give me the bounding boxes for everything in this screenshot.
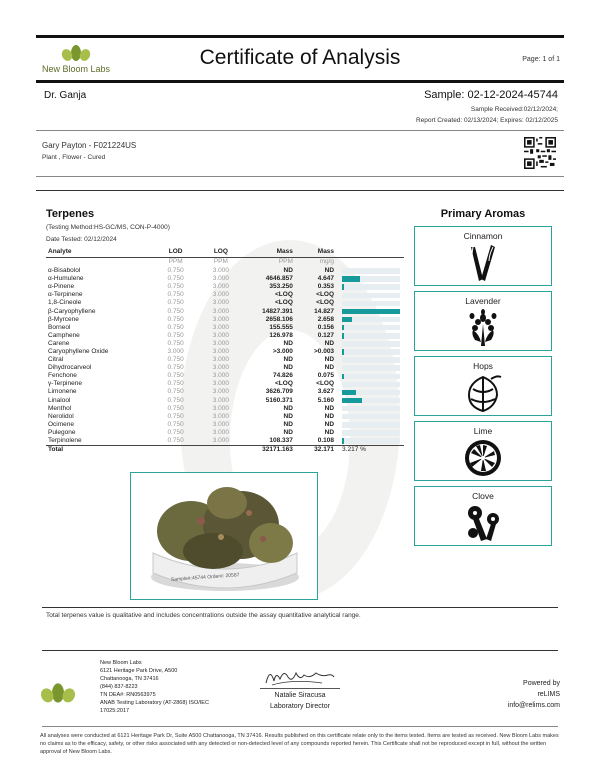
bar-cell [336,364,404,372]
col-lod: LOD [153,247,198,257]
address-line: (844) 837-8223 [100,684,138,690]
mass-ppm-cell: 14827.391 [262,307,293,315]
table-row [46,364,404,372]
sample-photo [130,472,318,600]
analyte-cell: β-Caryophyllene [48,307,96,315]
mass-ppm-cell: 155.555 [269,323,293,331]
clove-icon [461,503,505,543]
mass-ppm-cell: 108.337 [269,436,293,444]
address-line: Chattanooga, TN 37416 [100,676,159,682]
mass-mgg-cell: ND [324,364,335,372]
table-row [46,380,404,388]
table-row [46,388,404,396]
loq-cell: 3.000 [212,388,229,396]
concentration-bar [342,309,400,315]
lod-cell: 0.750 [167,380,184,388]
mass-ppm-cell: ND [283,267,293,275]
total-label: Total [46,445,153,454]
loq-cell: 3.000 [212,364,229,372]
lod-cell: 0.750 [167,315,184,323]
photo-label-text: Sample#:45744 Order#: 20587 [170,572,240,583]
qr-code-icon[interactable] [524,137,556,169]
bar-cell [336,340,404,348]
client-rule [36,130,564,131]
signature-image [262,665,338,689]
lod-cell: 0.750 [167,356,184,364]
table-row [46,356,404,364]
signer-name: Natalie Siracusa [274,692,326,699]
concentration-bar-track [342,390,400,396]
table-row [46,348,404,356]
table-row [46,397,404,405]
aroma-card-lavender [414,291,552,351]
table-row [46,275,404,283]
table-row [46,267,404,275]
concentration-bar [342,349,344,355]
mass-mgg-cell: 0.156 [317,323,335,331]
header-rule [36,80,564,83]
col-bar [336,247,404,257]
concentration-bar-track [342,365,400,371]
loq-cell: 3.000 [212,396,229,404]
report-dates: Report Created: 02/13/2024; Expires: 02/12/2025 [415,117,558,124]
concentration-bar [342,325,344,331]
unit-loq: PPM [213,258,228,266]
col-mass-mgg: Mass [295,247,336,257]
loq-cell: 3.000 [212,275,229,283]
concentration-bar-track [342,349,400,355]
mass-ppm-cell: 353.250 [269,283,293,291]
table-row [46,372,404,380]
concentration-bar-track [342,422,400,428]
bar-cell [336,356,404,364]
mass-mgg-cell: ND [324,267,335,275]
aroma-card-lime [414,421,552,481]
table-row [46,340,404,348]
loq-cell: 3.000 [212,267,229,275]
mass-ppm-cell: 74.826 [273,372,293,380]
lod-cell: 0.750 [167,283,184,291]
mass-mgg-cell: >0.003 [313,347,335,355]
analyte-cell: Limonene [48,388,77,396]
testing-method: (Testing Method:HS-GC/MS, CON-P-4000) [46,224,170,231]
mass-ppm-cell: 4646.857 [265,275,293,283]
address-line: TN DEA#: RN0563975 [100,692,156,698]
analyte-cell: Caryophyllene Oxide [48,347,109,355]
col-loq: LOQ [198,247,243,257]
mass-mgg-cell: ND [324,356,335,364]
lod-cell: 0.750 [167,275,184,283]
mass-mgg-cell: <LOQ [316,380,335,388]
concentration-bar [342,276,360,282]
mass-ppm-cell: ND [283,339,293,347]
mass-mgg-cell: 0.127 [317,331,335,339]
table-row [46,429,404,437]
lod-cell: 0.750 [167,307,184,315]
page-number: Page: 1 of 1 [522,56,560,63]
bar-cell [336,348,404,356]
lod-cell: 0.750 [167,396,184,404]
mass-ppm-cell: ND [283,412,293,420]
concentration-bar [342,317,352,323]
mass-mgg-cell: 5.160 [317,396,335,404]
concentration-bar-track [342,438,400,444]
concentration-bar-track [342,276,400,282]
mass-mgg-cell: 0.353 [317,283,335,291]
total-percent: 3.217 % [336,445,404,454]
analyte-cell: Borneol [48,323,71,331]
mass-mgg-cell: ND [324,412,335,420]
note-rule [42,607,558,608]
concentration-bar-track [342,325,400,331]
date-tested: Date Tested: 02/12/2024 [46,236,117,243]
analyte-cell: α-Terpinene [48,291,83,299]
bar-cell [336,275,404,283]
product-name: Gary Payton - F021224US [42,141,137,150]
sample-received: Sample Received:02/12/2024; [470,106,558,113]
loq-cell: 3.000 [212,436,229,444]
powered-by-name: reLIMS [537,691,560,698]
concentration-bar-track [342,333,400,339]
product-rule [36,176,564,177]
terpenes-note: Total terpenes value is qualitative and includes concentrations outside the assay quantitative analytical range. [46,612,361,619]
sample-id: Sample: 02-12-2024-45744 [424,89,558,101]
address-line: ANAB Testing Laboratory (AT-2868) ISO/IEC [100,700,209,706]
table-row [46,413,404,421]
mass-ppm-cell: 2658.106 [265,315,293,323]
concentration-bar-track [342,309,400,315]
aroma-card-cinnamon [414,226,552,286]
mass-ppm-cell: 3626.709 [265,388,293,396]
loq-cell: 3.000 [212,307,229,315]
bar-cell [336,405,404,413]
total-ppm: 32171.163 [243,445,294,454]
unit-mass-ppm: PPM [278,258,293,266]
disclaimer-rule [42,726,558,727]
concentration-bar [342,333,344,339]
table-row [46,332,404,340]
lod-cell: 0.750 [167,436,184,444]
bar-cell [336,429,404,437]
concentration-bar-track [342,382,400,388]
bar-cell [336,332,404,340]
concentration-bar-track [342,293,400,299]
mass-ppm-cell: ND [283,428,293,436]
bar-cell [336,397,404,405]
total-row [46,445,404,454]
powered-by-email[interactable]: info@relims.com [507,702,560,709]
bar-cell [336,388,404,396]
bar-cell [336,283,404,291]
analyte-cell: Terpinolene [48,436,82,444]
concentration-bar-track [342,268,400,274]
loq-cell: 3.000 [212,299,229,307]
concentration-bar [342,284,344,290]
lab-name: New Bloom Labs [41,64,111,74]
flower-sample-image [131,473,318,600]
mass-ppm-cell: <LOQ [275,299,293,307]
aromas-title: Primary Aromas [440,208,526,220]
analyte-cell: Menthol [48,404,72,412]
table-row [46,291,404,299]
mass-ppm-cell: >3.000 [272,347,293,355]
analyte-cell: Pulegone [48,428,76,436]
address-line: 6121 Heritage Park Drive, A500 [100,668,178,674]
col-mass-ppm: Mass [243,247,294,257]
table-row [46,405,404,413]
analyte-cell: α-Humulene [48,275,84,283]
signer-role: Laboratory Director [270,703,330,710]
bar-cell [336,372,404,380]
loq-cell: 3.000 [212,412,229,420]
unit-mass-mgg: mg/g [319,258,335,266]
table-row [46,324,404,332]
terpenes-table [46,247,404,454]
lod-cell: 0.750 [167,291,184,299]
bar-cell [336,421,404,429]
aroma-label: Lime [473,426,493,436]
loq-cell: 3.000 [212,356,229,364]
analyte-cell: Camphene [48,331,80,339]
analyte-cell: α-Bisabolol [48,267,81,275]
footer-logo [40,682,76,709]
address-line: 17025:2017 [100,708,130,714]
mass-ppm-cell: ND [283,364,293,372]
lod-cell: 0.750 [167,420,184,428]
mass-mgg-cell: 14.827 [314,307,335,315]
mass-ppm-cell: 5160.371 [265,396,293,404]
total-mgg: 32.171 [295,445,336,454]
loq-cell: 3.000 [212,420,229,428]
concentration-bar [342,398,362,404]
analyte-cell: Dihydrocarveol [48,364,92,372]
lod-cell: 0.750 [167,428,184,436]
address-line: New Bloom Labs [100,660,142,666]
lod-cell: 0.750 [167,299,184,307]
analyte-cell: Linalool [48,396,71,404]
analyte-cell: α-Pinene [48,283,75,291]
lod-cell: 0.750 [167,372,184,380]
bar-cell [336,437,404,446]
lod-cell: 0.750 [167,404,184,412]
table-row [46,307,404,315]
concentration-bar-track [342,357,400,363]
cinnamon-icon [461,243,505,283]
mass-mgg-cell: ND [324,404,335,412]
bar-cell [336,316,404,324]
analyte-cell: 1,8-Cineole [48,299,82,307]
mass-mgg-cell: 3.627 [317,388,335,396]
concentration-bar [342,374,344,380]
terpenes-title: Terpenes [46,208,95,220]
concentration-bar-track [342,284,400,290]
top-rule [36,35,564,38]
loq-cell: 3.000 [212,323,229,331]
loq-cell: 3.000 [212,372,229,380]
analyte-cell: β-Myrcene [48,315,79,323]
mass-mgg-cell: 0.075 [317,372,335,380]
table-row [46,421,404,429]
concentration-bar-track [342,301,400,307]
matrix-type: Plant , Flower - Cured [42,154,106,161]
table-row [46,437,404,446]
analyte-cell: Nerolidol [48,412,74,420]
lod-cell: 0.750 [167,267,184,275]
aroma-label: Cinnamon [463,231,503,241]
concentration-bar-track [342,406,400,412]
hops-icon [461,373,505,413]
bar-cell [336,380,404,388]
bar-cell [336,307,404,315]
table-row [46,316,404,324]
mass-mgg-cell: 4.647 [317,275,335,283]
mass-mgg-cell: ND [324,420,335,428]
page-title: Certificate of Analysis [199,46,401,69]
lab-address [100,659,209,715]
concentration-bar-track [342,374,400,380]
mass-ppm-cell: ND [283,356,293,364]
powered-by-label: Powered by [523,680,560,687]
lod-cell: 0.750 [167,388,184,396]
col-analyte: Analyte [46,247,153,257]
table-row [46,299,404,307]
lavender-icon [461,308,505,348]
lod-cell: 0.750 [167,364,184,372]
aroma-label: Lavender [465,296,501,306]
aroma-card-hops [414,356,552,416]
mass-ppm-cell: 126.978 [269,331,293,339]
loq-cell: 3.000 [212,380,229,388]
bar-cell [336,299,404,307]
mass-mgg-cell: 2.658 [317,315,335,323]
mass-mgg-cell: ND [324,339,335,347]
footer-rule [42,650,558,651]
powered-by-block [508,678,560,711]
unit-lod: PPM [168,258,183,266]
concentration-bar-track [342,430,400,436]
lod-cell: 0.750 [167,331,184,339]
analyte-cell: Citral [48,356,64,364]
lod-cell: 0.750 [167,323,184,331]
aroma-label: Clove [472,491,494,501]
lod-cell: 3.000 [167,347,184,355]
mass-mgg-cell: 0.108 [317,436,335,444]
mass-ppm-cell: <LOQ [275,291,293,299]
analyte-cell: Fenchone [48,372,77,380]
analyte-cell: Carene [48,339,70,347]
table-row [46,283,404,291]
concentration-bar [342,390,356,396]
aroma-card-clove [414,486,552,546]
loq-cell: 3.000 [212,291,229,299]
lod-cell: 0.750 [167,339,184,347]
lime-icon [461,438,505,478]
mass-mgg-cell: ND [324,428,335,436]
loq-cell: 3.000 [212,331,229,339]
loq-cell: 3.000 [212,315,229,323]
analyte-cell: γ-Terpinene [48,380,82,388]
mass-mgg-cell: <LOQ [316,299,335,307]
bar-cell [336,291,404,299]
concentration-bar-track [342,398,400,404]
bar-cell [336,413,404,421]
signature-line [260,688,340,689]
terpenes-body [46,267,404,445]
loq-cell: 3.000 [212,428,229,436]
analyte-cell: Ocimene [48,420,75,428]
loq-cell: 3.000 [212,339,229,347]
section-rule [36,190,564,191]
mass-ppm-cell: <LOQ [275,380,293,388]
table-header-row [46,247,404,257]
aroma-label: Hops [473,361,493,371]
mass-ppm-cell: ND [283,404,293,412]
leaf-logo-icon [40,682,76,704]
concentration-bar-track [342,414,400,420]
loq-cell: 3.000 [212,283,229,291]
disclaimer: All analyses were conducted at 6121 Heritage Park Dr, Suite A500 Chattanooga, TN 37416. Results published on this certificate relate only to the items tested. Items are tested as received. New Bloom Labs makes no claims as to the efficacy, safety, or other risks associated with any detected or non-detected level of any compounds reported herein. This Certificate shall not be reproduced except in full, without the written approval of New Bloom Labs. [40,733,559,755]
loq-cell: 3.000 [212,404,229,412]
loq-cell: 3.000 [212,347,229,355]
bar-cell [336,324,404,332]
mass-ppm-cell: ND [283,420,293,428]
lod-cell: 0.750 [167,412,184,420]
client-name: Dr. Ganja [44,90,87,101]
bar-cell [336,267,404,275]
concentration-bar-track [342,341,400,347]
table-units-row [46,257,404,267]
concentration-bar-track [342,317,400,323]
mass-mgg-cell: <LOQ [316,291,335,299]
concentration-bar [342,438,344,444]
